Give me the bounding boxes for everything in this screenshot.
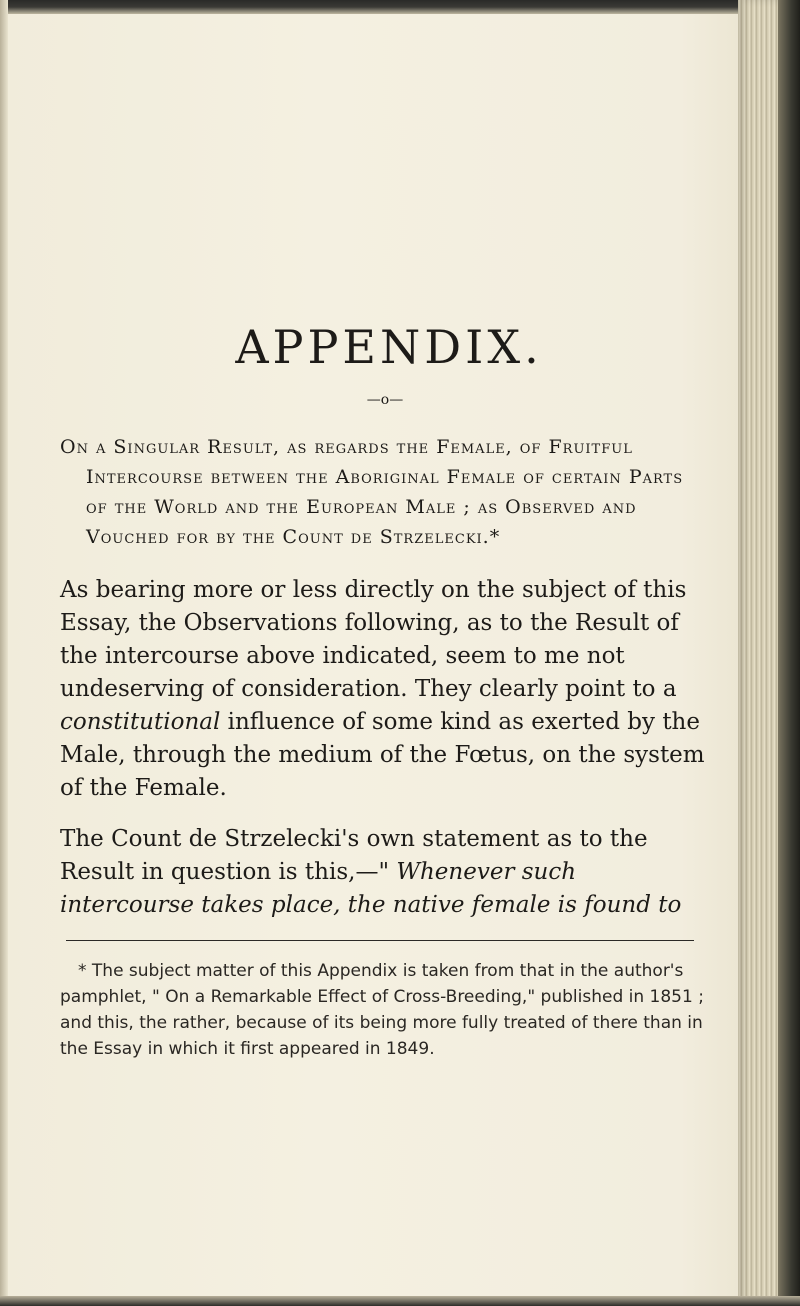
paragraph-2-italic: Whenever such intercourse takes place, the native female is found to xyxy=(60,859,682,918)
page-top-shadow xyxy=(0,0,800,14)
page-left-edge xyxy=(0,0,8,1306)
footnote: * The subject matter of this Appendix is taken from that in the author's pamphlet, " On a Remarkable Effect of Cross-Breeding," published in 1851 ; and this, the rather, because of its being more fully treated of there than in the Essay in which it first appeared in 1849. xyxy=(60,961,704,1059)
paragraph-1-end: influence of some kind as exerted by the Male, through the medium of the Fœtus, on the system of the Female. xyxy=(60,709,705,801)
footnote-rule xyxy=(66,940,694,941)
book-binding-shadow xyxy=(778,0,800,1306)
paragraph-2 xyxy=(60,823,710,922)
paragraph-1-text: As bearing more or less directly on the subject of this Essay, the Observations following, as to the Result of the intercourse above indicated, seem to me not undeserving of consideration. They clearly point to a xyxy=(60,577,687,702)
paragraph-1 xyxy=(60,574,710,805)
paragraph-2-text: The Count de Strzelecki's own statement as to the Result in question is this,—" xyxy=(60,826,648,885)
paragraph-1-italic: constitutional xyxy=(60,709,221,735)
page-bottom-shadow xyxy=(0,1296,800,1306)
appendix-subtitle: On a Singular Result, as regards the Female, of Fruitful Intercourse between the Aboriginal Female of certain Parts of the World and the European Male ; as Observed and Vouched for by the Count de Strzelecki.* xyxy=(60,436,684,548)
appendix-heading: APPENDIX. xyxy=(235,320,543,374)
section-ornament: —o— xyxy=(366,392,404,408)
page-text xyxy=(60,320,710,1079)
